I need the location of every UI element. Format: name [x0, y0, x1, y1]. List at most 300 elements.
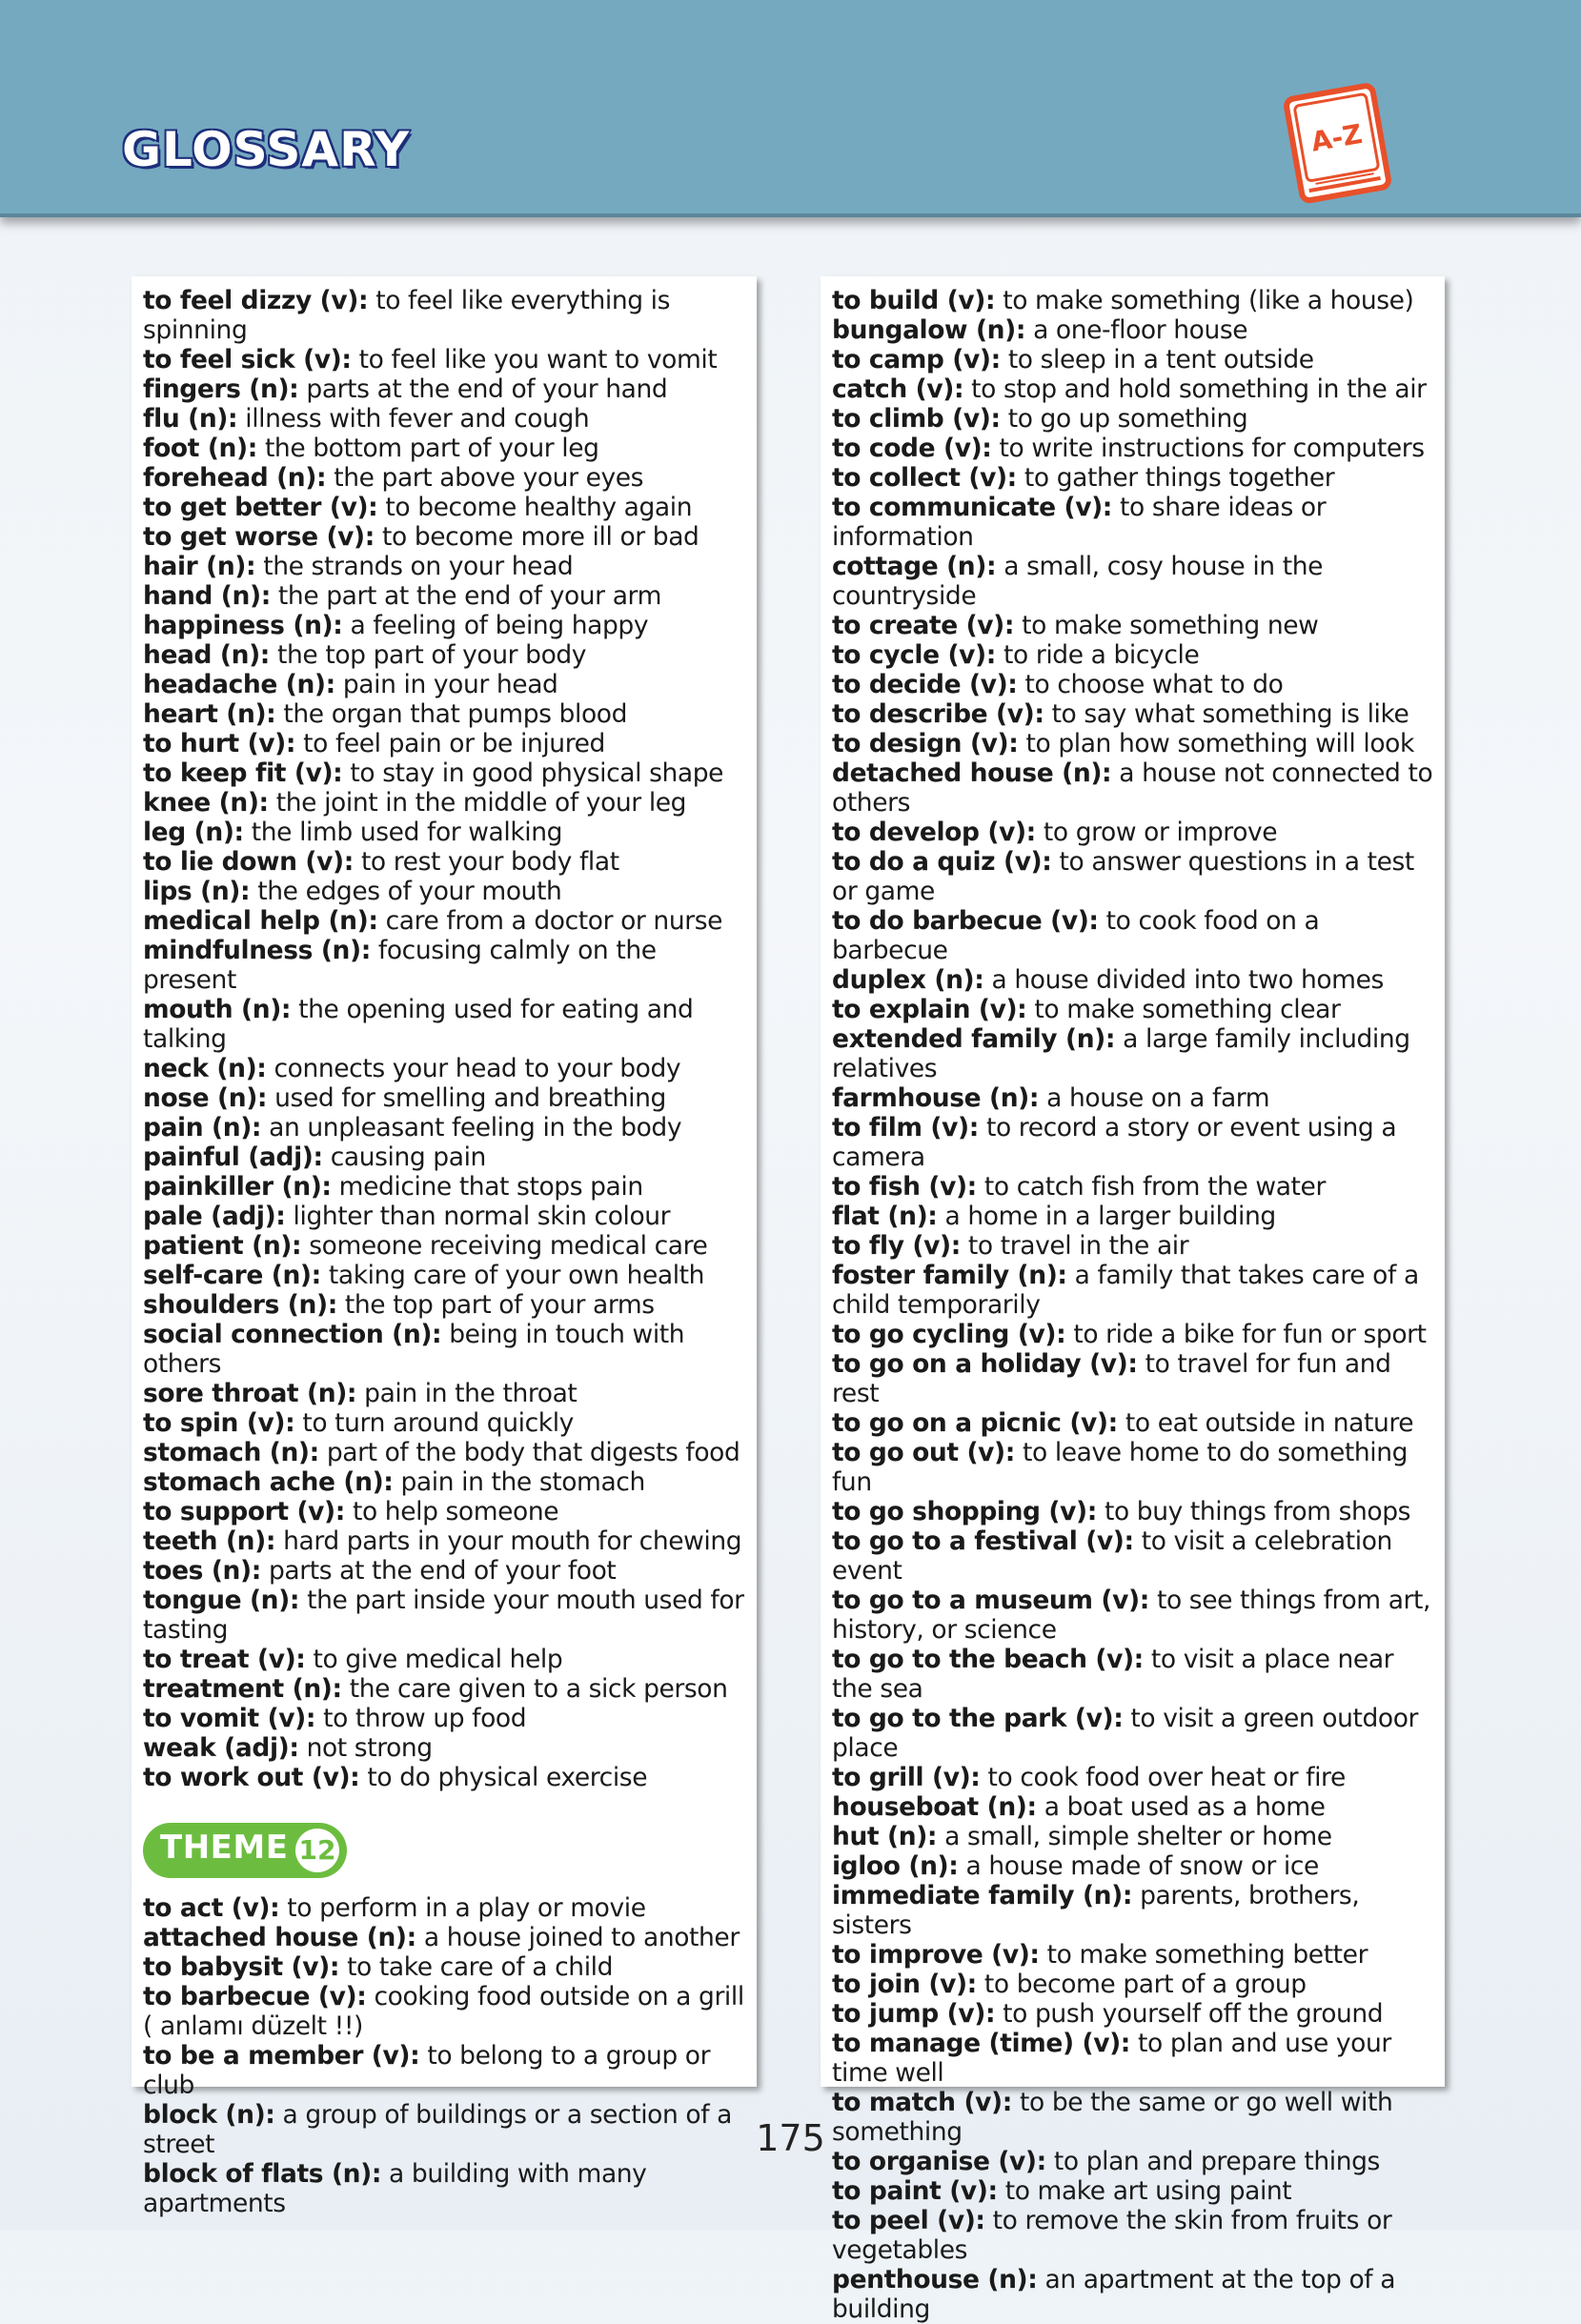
- entry-term: to build (v):: [832, 286, 996, 315]
- glossary-entry: [143, 2041, 747, 2100]
- glossary-entry: [832, 1113, 1435, 1172]
- glossary-entry: [832, 1970, 1435, 1999]
- glossary-entry: [143, 493, 747, 522]
- glossary-entry: [143, 552, 747, 581]
- glossary-entry: [143, 758, 747, 788]
- entry-definition: pain in your head: [334, 670, 558, 699]
- glossary-entry: [832, 1438, 1435, 1497]
- glossary-entry: [832, 699, 1435, 729]
- entry-term: toes (n):: [143, 1556, 261, 1586]
- entry-definition: a one-floor house: [1025, 315, 1248, 345]
- glossary-entry: [143, 1586, 747, 1645]
- entry-term: hand (n):: [143, 581, 271, 611]
- entry-term: to code (v):: [832, 434, 992, 463]
- entry-definition: the limb used for walking: [243, 818, 563, 847]
- entry-term: foot (n):: [143, 434, 257, 463]
- entry-term: painful (adj):: [143, 1142, 323, 1172]
- entry-term: self-care (n):: [143, 1261, 321, 1290]
- entry-term: to spin (v):: [143, 1408, 295, 1438]
- glossary-entry: [832, 1172, 1435, 1202]
- entry-term: forehead (n):: [143, 463, 327, 493]
- entry-definition: a house on a farm: [1039, 1083, 1270, 1113]
- entry-definition: a house made of snow or ice: [958, 1851, 1319, 1881]
- entry-term: extended family (n):: [832, 1024, 1116, 1054]
- entry-term: heart (n):: [143, 699, 276, 729]
- entry-term: cottage (n):: [832, 552, 997, 581]
- entry-definition: to visit a place near the sea: [832, 1645, 1394, 1704]
- glossary-entry: [143, 1438, 747, 1467]
- glossary-entry: [832, 1024, 1435, 1083]
- entry-definition: the part at the end of your arm: [270, 581, 661, 611]
- glossary-entry: [832, 345, 1435, 374]
- entry-term: social connection (n):: [143, 1320, 442, 1349]
- glossary-entry: [832, 2029, 1435, 2088]
- glossary-entry: [832, 729, 1435, 758]
- entry-term: lips (n):: [143, 877, 251, 906]
- entry-term: igloo (n):: [832, 1851, 959, 1881]
- entry-term: to develop (v):: [832, 818, 1036, 847]
- entry-term: stomach ache (n):: [143, 1467, 394, 1497]
- glossary-entry: [143, 1467, 747, 1497]
- entry-term: to grill (v):: [832, 1763, 981, 1792]
- glossary-entry: [832, 552, 1435, 611]
- glossary-entry: [832, 315, 1435, 345]
- entry-definition: being in touch with others: [143, 1320, 685, 1379]
- entry-term: to describe (v):: [832, 699, 1044, 729]
- glossary-entry: [143, 2159, 747, 2218]
- glossary-entry: [143, 936, 747, 995]
- glossary-entry: [143, 640, 747, 670]
- book-az-icon: [1277, 78, 1401, 213]
- entry-definition: to feel like you want to vomit: [351, 345, 718, 374]
- entry-definition: the part inside your mouth used for tasting: [143, 1586, 744, 1645]
- entry-definition: pain in the throat: [356, 1379, 578, 1408]
- entry-term: to go cycling (v):: [832, 1320, 1066, 1349]
- glossary-entry: [832, 1586, 1435, 1645]
- entry-term: weak (adj):: [143, 1733, 299, 1763]
- glossary-entry: [143, 729, 747, 758]
- entry-definition: the organ that pumps blood: [275, 699, 627, 729]
- glossary-entry: [832, 1320, 1435, 1349]
- entry-term: block (n):: [143, 2100, 275, 2130]
- entry-definition: parts at the end of your hand: [298, 374, 668, 404]
- glossary-entry: [832, 1704, 1435, 1763]
- entry-definition: to cook food over heat or fire: [980, 1763, 1346, 1792]
- glossary-entry: [143, 1893, 747, 1923]
- glossary-entry: [143, 847, 747, 877]
- entry-definition: focusing calmly on the present: [143, 936, 657, 995]
- entry-definition: to eat outside in nature: [1117, 1408, 1414, 1438]
- glossary-entry: [832, 1851, 1435, 1881]
- entry-term: neck (n):: [143, 1054, 267, 1083]
- entry-definition: a house divided into two homes: [983, 965, 1384, 995]
- glossary-entry: [143, 1320, 747, 1379]
- entry-definition: medicine that stops pain: [331, 1172, 643, 1202]
- entry-definition: to become part of a group: [976, 1970, 1307, 1999]
- glossary-entry: [143, 374, 747, 404]
- entry-definition: a group of buildings or a section of a street: [143, 2100, 732, 2159]
- entry-term: detached house (n):: [832, 758, 1112, 788]
- glossary-entry: [143, 1704, 747, 1733]
- glossary-entry: [832, 286, 1435, 315]
- entry-term: to feel sick (v):: [143, 345, 352, 374]
- entry-term: to go to a festival (v):: [832, 1526, 1134, 1556]
- glossary-entry: [143, 1142, 747, 1172]
- entry-definition: a large family including relatives: [832, 1024, 1410, 1083]
- entry-term: to collect (v):: [832, 463, 1017, 493]
- entry-definition: hard parts in your mouth for chewing: [275, 1526, 742, 1556]
- glossary-entry: [832, 611, 1435, 640]
- entry-term: to go out (v):: [832, 1438, 1015, 1467]
- entry-definition: a boat used as a home: [1036, 1792, 1326, 1822]
- glossary-entry: [143, 1408, 747, 1438]
- entry-term: immediate family (n):: [832, 1881, 1133, 1910]
- entry-term: catch (v):: [832, 374, 964, 404]
- glossary-entry: [832, 818, 1435, 847]
- entry-definition: to visit a green outdoor place: [832, 1704, 1419, 1763]
- entry-term: to design (v):: [832, 729, 1019, 758]
- entry-term: to go to the beach (v):: [832, 1645, 1144, 1674]
- entry-term: stomach (n):: [143, 1438, 319, 1467]
- entry-definition: a home in a larger building: [937, 1202, 1276, 1231]
- entry-term: pain (n):: [143, 1113, 262, 1142]
- glossary-entry: [832, 374, 1435, 404]
- entry-definition: the part above your eyes: [326, 463, 644, 493]
- entry-definition: taking care of your own health: [320, 1261, 705, 1290]
- entry-definition: causing pain: [322, 1142, 486, 1172]
- entry-term: to keep fit (v):: [143, 758, 343, 788]
- entry-definition: to belong to a group or club: [143, 2041, 711, 2100]
- glossary-entry: [143, 611, 747, 640]
- entry-term: to support (v):: [143, 1497, 345, 1526]
- glossary-entry: [143, 581, 747, 611]
- entry-definition: to say what something is like: [1044, 699, 1409, 729]
- entry-definition: pain in the stomach: [393, 1467, 645, 1497]
- entry-term: to treat (v):: [143, 1645, 306, 1674]
- entry-term: to match (v):: [832, 2088, 1012, 2117]
- glossary-entry: [143, 1952, 747, 1982]
- entry-definition: the care given to a sick person: [341, 1674, 728, 1704]
- entry-definition: to feel pain or be injured: [295, 729, 605, 758]
- glossary-entry: [143, 1497, 747, 1526]
- glossary-entry: [143, 1231, 747, 1261]
- entry-definition: to gather things together: [1016, 463, 1335, 493]
- entry-definition: to plan and prepare things: [1045, 2147, 1380, 2176]
- entry-term: to jump (v):: [832, 1999, 996, 2029]
- entry-term: to go to a museum (v):: [832, 1586, 1149, 1615]
- entry-term: to create (v):: [832, 611, 1015, 640]
- glossary-entry: [832, 463, 1435, 493]
- entry-term: to go on a holiday (v):: [832, 1349, 1138, 1379]
- entry-list-right: [832, 286, 1435, 2324]
- glossary-entry: [143, 1261, 747, 1290]
- glossary-entry: [832, 1408, 1435, 1438]
- entry-term: hair (n):: [143, 552, 256, 581]
- entry-term: to fish (v):: [832, 1172, 977, 1202]
- entry-term: to manage (time) (v):: [832, 2029, 1130, 2058]
- entry-term: attached house (n):: [143, 1923, 416, 1952]
- entry-definition: cooking food outside on a grill ( anlamı düzelt !!): [143, 1982, 744, 2041]
- entry-term: to peel (v):: [832, 2206, 985, 2235]
- entry-term: patient (n):: [143, 1231, 302, 1261]
- entry-definition: to remove the skin from fruits or vegetables: [832, 2206, 1392, 2265]
- glossary-entry: [143, 1674, 747, 1704]
- entry-definition: to travel in the air: [960, 1231, 1189, 1261]
- glossary-entry: [832, 965, 1435, 995]
- entry-definition: to be the same or go well with something: [832, 2088, 1393, 2147]
- entry-definition: to stop and hold something in the air: [963, 374, 1427, 404]
- glossary-column-right: [821, 276, 1445, 2324]
- glossary-entry: [143, 995, 747, 1054]
- entry-term: to film (v):: [832, 1113, 979, 1142]
- entry-term: to camp (v):: [832, 345, 1001, 374]
- entry-definition: to cook food on a barbecue: [832, 906, 1320, 965]
- entry-definition: a building with many apartments: [143, 2159, 647, 2218]
- entry-term: head (n):: [143, 640, 271, 670]
- entry-definition: to plan how something will look: [1018, 729, 1414, 758]
- entry-definition: to take care of a child: [339, 1952, 614, 1982]
- entry-term: to go on a picnic (v):: [832, 1408, 1118, 1438]
- entry-term: headache (n):: [143, 670, 335, 699]
- glossary-entry: [143, 788, 747, 818]
- entry-term: to communicate (v):: [832, 493, 1113, 522]
- glossary-entry: [832, 2206, 1435, 2265]
- glossary-entry: [832, 1792, 1435, 1822]
- entry-term: to improve (v):: [832, 1940, 1040, 1970]
- entry-term: sore throat (n):: [143, 1379, 357, 1408]
- glossary-entry: [832, 1822, 1435, 1851]
- theme-label: THEME: [160, 1829, 289, 1867]
- glossary-entry: [832, 1526, 1435, 1586]
- entry-definition: to give medical help: [305, 1645, 563, 1674]
- entry-term: hut (n):: [832, 1822, 938, 1851]
- theme-badge: [143, 1823, 347, 1878]
- entry-term: mindfulness (n):: [143, 936, 371, 965]
- glossary-entry: [143, 1733, 747, 1763]
- glossary-entry: [143, 345, 747, 374]
- glossary-entry: [143, 1923, 747, 1952]
- entry-definition: a feeling of being happy: [342, 611, 649, 640]
- entry-term: foster family (n):: [832, 1261, 1067, 1290]
- glossary-entry: [143, 1982, 747, 2041]
- glossary-entry: [143, 1202, 747, 1231]
- entry-term: to go shopping (v):: [832, 1497, 1097, 1526]
- theme-number: 12: [295, 1829, 339, 1872]
- entry-definition: part of the body that digests food: [318, 1438, 740, 1467]
- entry-definition: a small, cosy house in the countryside: [832, 552, 1324, 611]
- entry-definition: to throw up food: [315, 1704, 527, 1733]
- entry-definition: to turn around quickly: [294, 1408, 574, 1438]
- glossary-entry: [832, 1940, 1435, 1970]
- entry-term: flat (n):: [832, 1202, 938, 1231]
- entry-definition: to write instructions for computers: [991, 434, 1425, 463]
- entry-definition: to perform in a play or movie: [279, 1893, 646, 1923]
- entry-definition: parents, brothers, sisters: [832, 1881, 1360, 1940]
- entry-term: to do a quiz (v):: [832, 847, 1052, 877]
- glossary-entry: [143, 1379, 747, 1408]
- glossary-entry: [832, 434, 1435, 463]
- entry-term: painkiller (n):: [143, 1172, 332, 1202]
- entry-term: to work out (v):: [143, 1763, 360, 1792]
- glossary-entry: [832, 1231, 1435, 1261]
- glossary-entry: [143, 286, 747, 345]
- entry-term: knee (n):: [143, 788, 269, 818]
- entry-definition: to grow or improve: [1035, 818, 1278, 847]
- entry-definition: to become more ill or bad: [374, 522, 699, 552]
- entry-term: teeth (n):: [143, 1526, 276, 1556]
- entry-definition: to plan and use your time well: [832, 2029, 1391, 2088]
- entry-definition: to catch fish from the water: [976, 1172, 1326, 1202]
- entry-definition: the joint in the middle of your leg: [268, 788, 687, 818]
- entry-definition: to buy things from shops: [1096, 1497, 1411, 1526]
- entry-term: to get worse (v):: [143, 522, 375, 552]
- entry-term: block of flats (n):: [143, 2159, 382, 2189]
- entry-term: to join (v):: [832, 1970, 977, 1999]
- glossary-entry: [832, 640, 1435, 670]
- glossary-entry: [143, 699, 747, 729]
- entry-list-left: [143, 286, 747, 1792]
- entry-definition: to go up something: [1000, 404, 1248, 434]
- glossary-entry: [143, 1172, 747, 1202]
- entry-term: happiness (n):: [143, 611, 343, 640]
- entry-term: to cycle (v):: [832, 640, 996, 670]
- entry-term: tongue (n):: [143, 1586, 300, 1615]
- entry-definition: lighter than normal skin colour: [285, 1202, 671, 1231]
- entry-term: to babysit (v):: [143, 1952, 340, 1982]
- entry-definition: to feel like everything is spinning: [143, 286, 671, 345]
- entry-definition: connects your head to your body: [266, 1054, 681, 1083]
- entry-term: penthouse (n):: [832, 2265, 1038, 2294]
- entry-term: leg (n):: [143, 818, 244, 847]
- glossary-entry: [143, 1113, 747, 1142]
- entry-definition: parts at the end of your foot: [260, 1556, 617, 1586]
- entry-definition: to see things from art, history, or science: [832, 1586, 1431, 1645]
- glossary-entry: [832, 906, 1435, 965]
- entry-term: to get better (v):: [143, 493, 378, 522]
- glossary-entry: [143, 1083, 747, 1113]
- entry-term: fingers (n):: [143, 374, 299, 404]
- entry-term: mouth (n):: [143, 995, 292, 1024]
- glossary-entry: [832, 1349, 1435, 1408]
- entry-term: treatment (n):: [143, 1674, 342, 1704]
- entry-definition: not strong: [298, 1733, 433, 1763]
- entry-definition: to make something new: [1014, 611, 1319, 640]
- entry-term: to decide (v):: [832, 670, 1018, 699]
- entry-definition: to record a story or event using a camera: [832, 1113, 1397, 1172]
- glossary-entry: [832, 404, 1435, 434]
- entry-definition: the top part of your arms: [336, 1290, 655, 1320]
- entry-term: to organise (v):: [832, 2147, 1046, 2176]
- entry-definition: the opening used for eating and talking: [143, 995, 694, 1054]
- entry-term: to climb (v):: [832, 404, 1001, 434]
- entry-definition: to make something better: [1039, 1940, 1368, 1970]
- entry-term: bungalow (n):: [832, 315, 1026, 345]
- entry-definition: an apartment at the top of a building: [832, 2265, 1396, 2324]
- glossary-entry: [143, 1645, 747, 1674]
- entry-definition: to travel for fun and rest: [832, 1349, 1391, 1408]
- glossary-entry: [832, 1497, 1435, 1526]
- entry-definition: to share ideas or information: [832, 493, 1327, 552]
- entry-definition: a small, simple shelter or home: [937, 1822, 1332, 1851]
- entry-term: to vomit (v):: [143, 1704, 316, 1733]
- entry-definition: to become healthy again: [377, 493, 693, 522]
- glossary-entry: [143, 1054, 747, 1083]
- glossary-entry: [832, 670, 1435, 699]
- glossary-entry: [143, 434, 747, 463]
- glossary-entry: [143, 906, 747, 936]
- entry-definition: to help someone: [344, 1497, 559, 1526]
- glossary-entry: [143, 818, 747, 847]
- glossary-entry: [832, 995, 1435, 1024]
- entry-term: to fly (v):: [832, 1231, 961, 1261]
- entry-term: flu (n):: [143, 404, 238, 434]
- glossary-entry: [143, 1556, 747, 1586]
- entry-term: to act (v):: [143, 1893, 280, 1923]
- entry-term: to feel dizzy (v):: [143, 286, 369, 315]
- glossary-entry: [832, 1202, 1435, 1231]
- entry-definition: used for smelling and breathing: [267, 1083, 666, 1113]
- entry-definition: illness with fever and cough: [237, 404, 590, 434]
- entry-term: to paint (v):: [832, 2176, 998, 2206]
- entry-definition: to stay in good physical shape: [342, 758, 724, 788]
- entry-definition: to make something (like a house): [995, 286, 1414, 315]
- entry-definition: the top part of your body: [270, 640, 587, 670]
- entry-term: farmhouse (n):: [832, 1083, 1040, 1113]
- entry-term: to explain (v):: [832, 995, 1027, 1024]
- glossary-entry: [832, 1881, 1435, 1940]
- entry-term: to be a member (v):: [143, 2041, 420, 2071]
- entry-definition: to ride a bicycle: [995, 640, 1200, 670]
- page-title: GLOSSARY: [122, 122, 411, 177]
- entry-definition: the edges of your mouth: [250, 877, 562, 906]
- entry-list-theme: [143, 1893, 747, 2218]
- icon-label: A-Z: [1308, 117, 1365, 158]
- glossary-entry: [832, 493, 1435, 552]
- entry-term: houseboat (n):: [832, 1792, 1037, 1822]
- glossary-entry: [832, 2265, 1435, 2324]
- entry-definition: to push yourself off the ground: [995, 1999, 1384, 2029]
- glossary-entry: [832, 1763, 1435, 1792]
- entry-definition: to choose what to do: [1017, 670, 1284, 699]
- entry-term: to hurt (v):: [143, 729, 296, 758]
- glossary-entry: [832, 2176, 1435, 2206]
- glossary-entry: [832, 1261, 1435, 1320]
- entry-term: pale (adj):: [143, 1202, 286, 1231]
- entry-definition: to answer questions in a test or game: [832, 847, 1414, 906]
- entry-term: duplex (n):: [832, 965, 984, 995]
- entry-definition: an unpleasant feeling in the body: [261, 1113, 682, 1142]
- entry-definition: to ride a bike for fun or sport: [1065, 1320, 1427, 1349]
- page-number: 175: [756, 2117, 825, 2159]
- entry-term: medical help (n):: [143, 906, 378, 936]
- entry-definition: a house joined to another: [416, 1923, 740, 1952]
- entry-definition: the strands on your head: [255, 552, 574, 581]
- glossary-entry: [143, 404, 747, 434]
- entry-definition: to rest your body flat: [353, 847, 619, 877]
- entry-definition: care from a doctor or nurse: [377, 906, 723, 936]
- entry-term: to lie down (v):: [143, 847, 354, 877]
- entry-definition: someone receiving medical care: [301, 1231, 708, 1261]
- entry-term: nose (n):: [143, 1083, 268, 1113]
- glossary-entry: [832, 847, 1435, 906]
- glossary-entry: [143, 1763, 747, 1792]
- entry-definition: the bottom part of your leg: [256, 434, 599, 463]
- entry-term: shoulders (n):: [143, 1290, 337, 1320]
- entry-term: to barbecue (v):: [143, 1982, 367, 2011]
- glossary-entry: [143, 1526, 747, 1556]
- entry-term: to do barbecue (v):: [832, 906, 1099, 936]
- glossary-entry: [143, 522, 747, 552]
